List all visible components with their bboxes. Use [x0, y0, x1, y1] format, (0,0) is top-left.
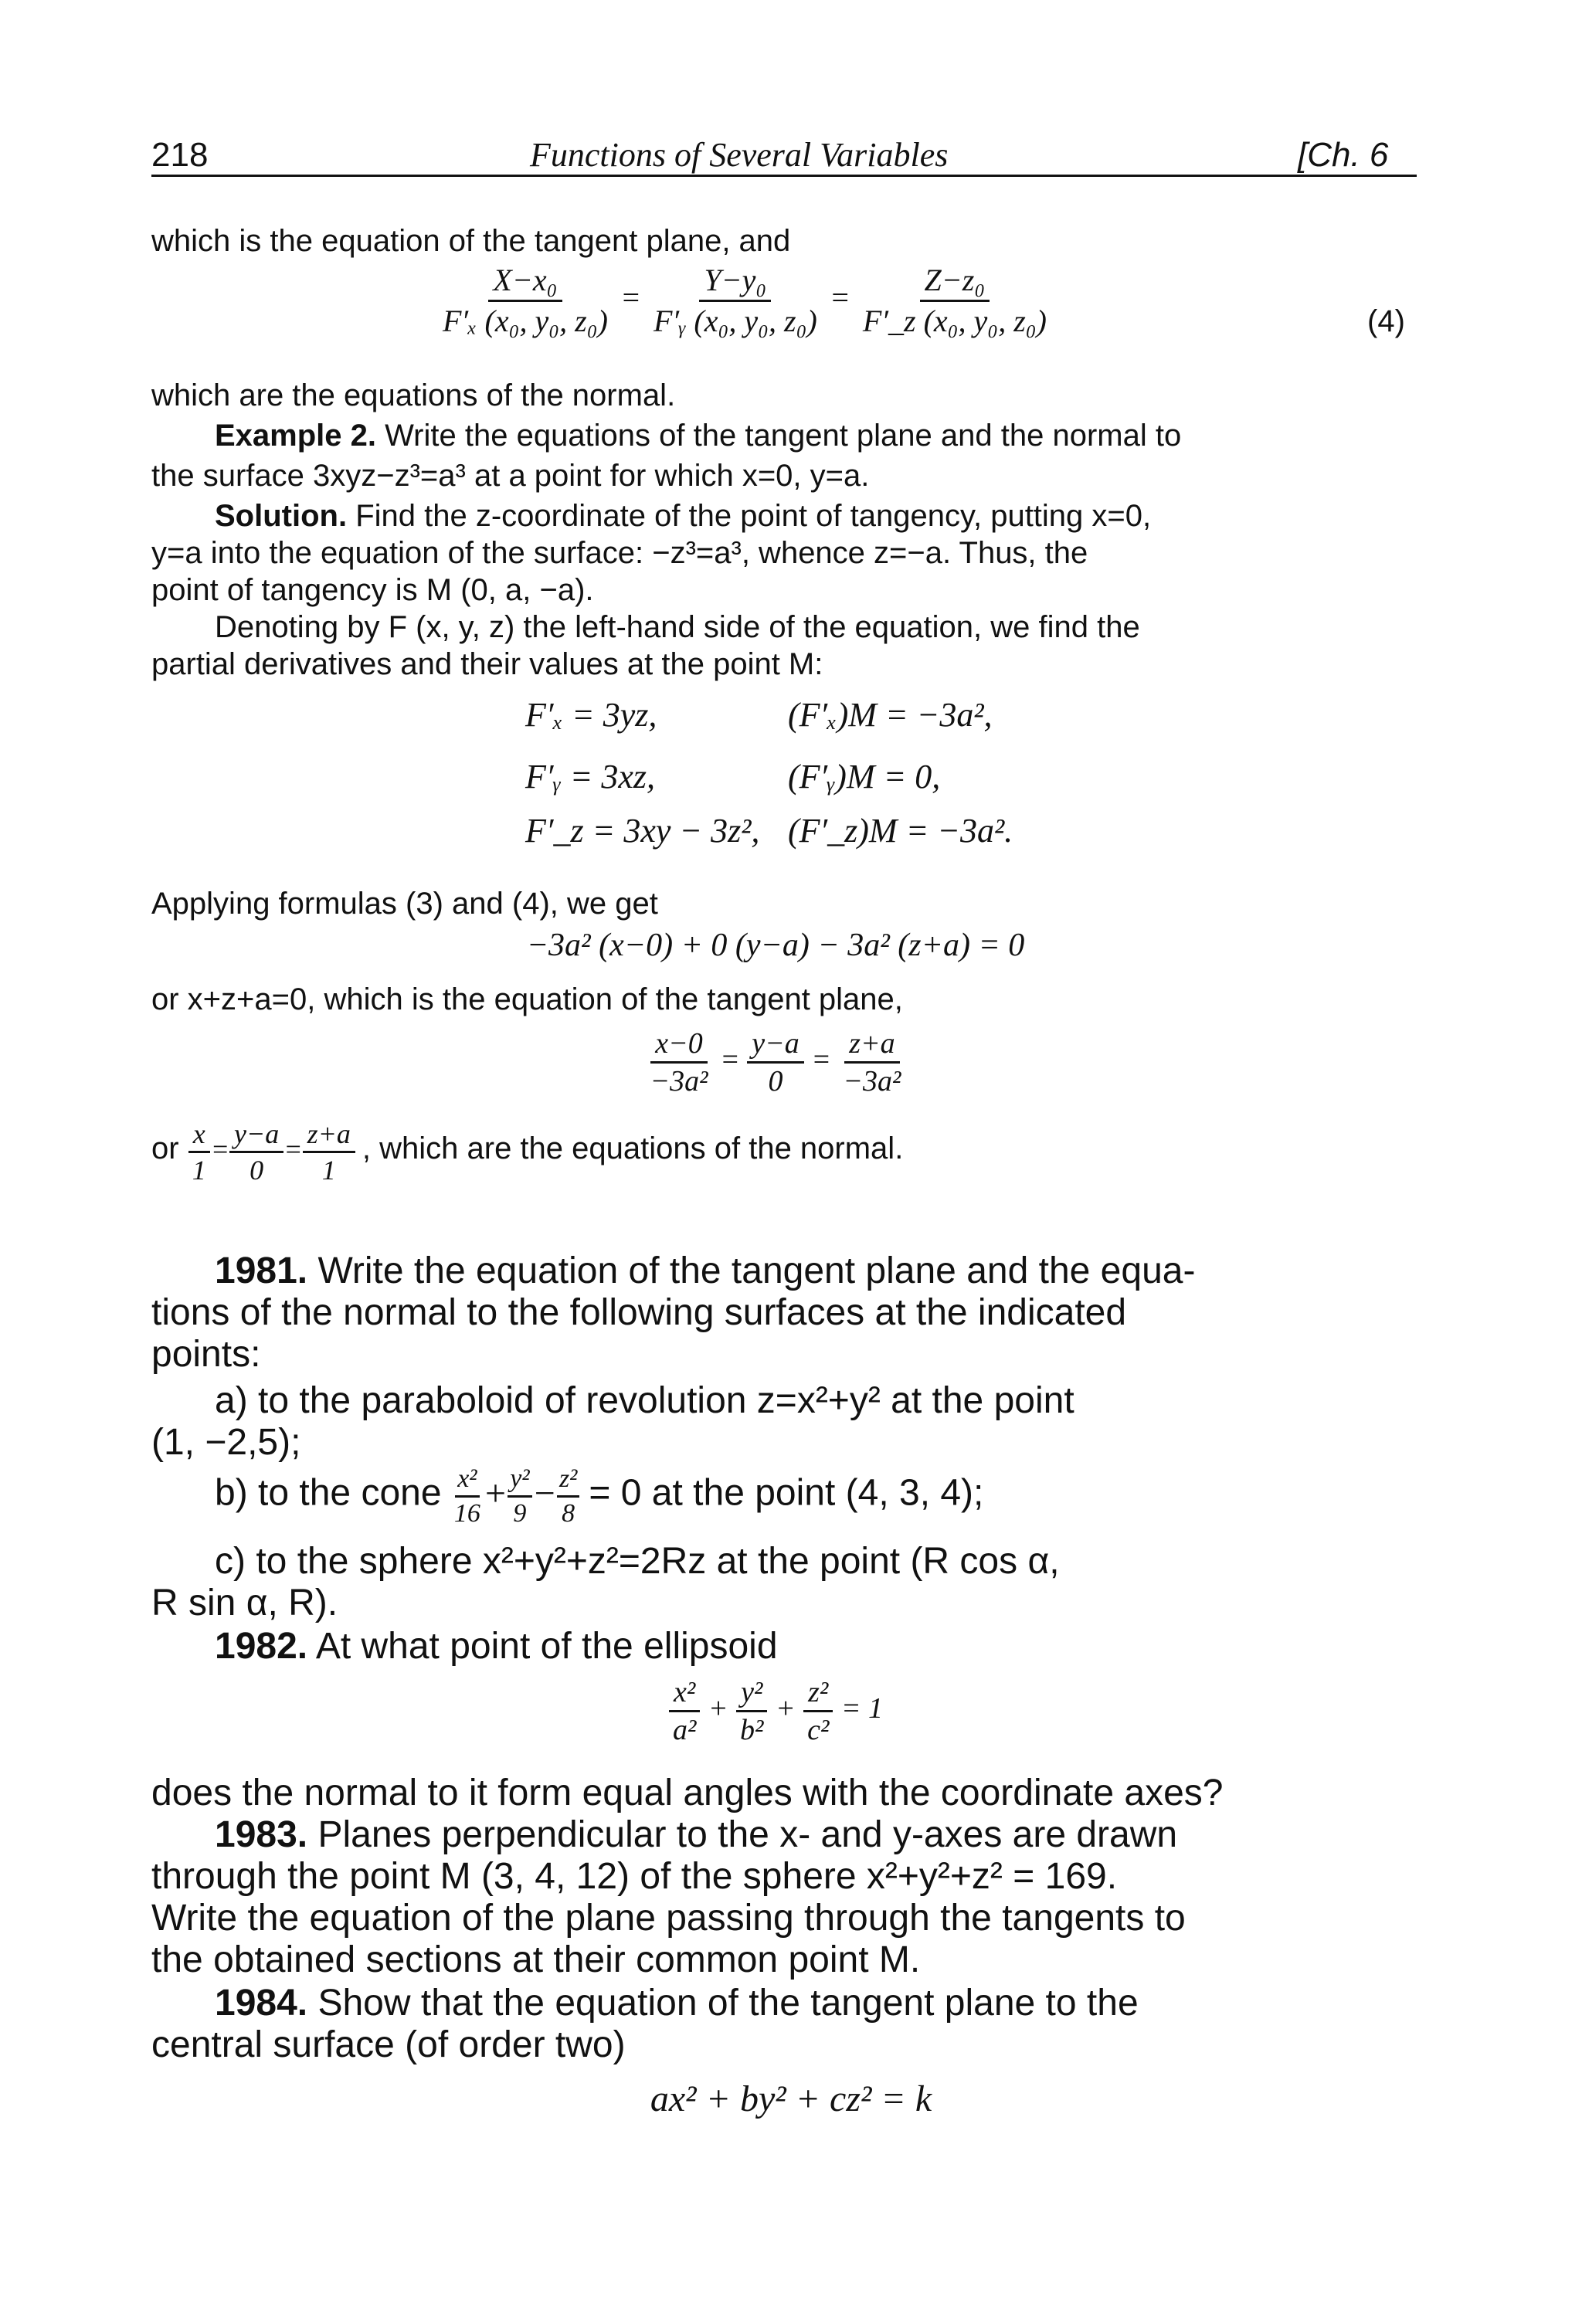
header-rule	[151, 175, 1417, 177]
running-title: Functions of Several Variables	[530, 136, 949, 174]
intro-line-2: which are the equations of the normal.	[151, 378, 676, 412]
solution-line-5: partial derivatives and their values at the point M:	[151, 647, 823, 681]
problem-1981-line-1: 1981. Write the equation of the tangent plane and the equa-	[215, 1250, 1196, 1291]
problem-1982-line-2: does the normal to it form equal angles with the coordinate axes?	[151, 1773, 1224, 1813]
equation-4-label: (4)	[1367, 304, 1405, 338]
equation-4: $\frac{\text{X−x₀}}{\text{F′ₓ (x₀, y₀, z₀)}}$ = $\frac{\text{Y−y₀}}{\text{F′ᵧ (x₀, y₀, z₀)}}$ = $\frac{\text{Z−z₀}}{\text{F′\_z (x₀, y₀, z₀)}}$	[0, 263, 1536, 339]
applying-or-1: or x+z+a=0, which is the equation of the tangent plane,	[151, 982, 903, 1016]
problem-1983-line-1: 1983. Planes perpendicular to the x- and y-axes are drawn	[215, 1814, 1178, 1855]
problem-1981-a-line-2: (1, −2,5);	[151, 1422, 301, 1463]
problem-1984-line-2: central surface (of order two)	[151, 2024, 626, 2065]
normal-equation-1: $\frac{x-0}{\text{−3a²}}$ = $\frac{y-a}{0}$ = $\frac{z+a}{\text{−3a²}}$	[650, 1027, 901, 1098]
solution-line-1: Solution. Find the z-coordinate of the point of tangency, putting x=0,	[215, 499, 1152, 533]
problem-1982-number: 1982.	[215, 1626, 308, 1667]
problem-1981-line-3: points:	[151, 1334, 261, 1375]
normal-equation-2: or $\frac{x}{1}$ = $\frac{y-a}{0}$ = $\frac{z+a}{1}$ , which are the equations of the normal.	[151, 1118, 904, 1186]
problem-1981-b: b) to the cone $\frac{\text{x²}}{16}$ + $\frac{\text{y²}}{9}$ − $\frac{\text{z²}}{8}$ = 0 at the point (4, 3, 4);	[215, 1464, 984, 1528]
ellipsoid-equation: $\frac{\text{x²}}{\text{a²}}$ + $\frac{\text{y²}}{\text{b²}}$ + $\frac{\text{z²}}{\text{c²}}$ = 1	[0, 1676, 1567, 1746]
solution-line-2: y=a into the equation of the surface: −z³=a³, whence z=−a. Thus, the	[151, 536, 1088, 570]
problem-1981-number: 1981.	[215, 1250, 308, 1291]
page-number: 218	[151, 136, 209, 174]
problem-1983-line-3: Write the equation of the plane passing through the tangents to	[151, 1898, 1186, 1939]
central-surface-equation: ax² + by² + cz² = k	[650, 2078, 932, 2119]
chapter-label: [Ch. 6	[1298, 136, 1389, 174]
problem-1981-a-line-1: a) to the paraboloid of revolution z=x²+y² at the point	[215, 1380, 1074, 1421]
problem-1984-number: 1984.	[215, 1983, 308, 2024]
eq4-frac-3: $\frac{\text{Z−z₀}}{\text{F′\_z (x₀, y₀, z₀)}}$	[862, 263, 1047, 338]
example-2-line-1: Example 2. Write the equations of the tangent plane and the normal to	[215, 419, 1182, 453]
problem-1983-line-4: the obtained sections at their common point M.	[151, 1939, 921, 1980]
intro-line-1: which is the equation of the tangent plane, and	[151, 224, 791, 258]
problem-1984-line-1: 1984. Show that the equation of the tangent plane to the	[215, 1983, 1139, 2024]
derivative-row: F′ᵧ = 3xz, (F′ᵧ)M = 0,	[525, 758, 941, 796]
solution-line-3: point of tangency is M (0, a, −a).	[151, 573, 594, 607]
problem-1981-line-2: tions of the normal to the following surfaces at the indicated	[151, 1292, 1127, 1333]
derivative-row: F′ₓ = 3yz, (F′ₓ)M = −3a²,	[525, 696, 993, 734]
problem-1983-line-2: through the point M (3, 4, 12) of the sphere x²+y²+z² = 169.	[151, 1856, 1118, 1897]
example-2-label: Example 2.	[215, 419, 377, 453]
problem-1982-line-1: 1982. At what point of the ellipsoid	[215, 1626, 778, 1667]
applying-text: Applying formulas (3) and (4), we get	[151, 887, 658, 921]
eq4-frac-2: $\frac{\text{Y−y₀}}{\text{F′ᵧ (x₀, y₀, z₀)}}$	[653, 263, 817, 338]
derivative-row: F′_z = 3xy − 3z², (F′_z)M = −3a².	[525, 812, 1013, 850]
problem-1981-c-line-1: c) to the sphere x²+y²+z²=2Rz at the point (R cos α,	[215, 1541, 1060, 1582]
applying-equation: −3a² (x−0) + 0 (y−a) − 3a² (z+a) = 0	[526, 928, 1025, 963]
eq4-frac-1: $\frac{\text{X−x₀}}{\text{F′ₓ (x₀, y₀, z₀)}}$	[442, 263, 608, 338]
problem-1981-c-line-2: R sin α, R).	[151, 1583, 338, 1623]
problem-1983-number: 1983.	[215, 1814, 308, 1855]
example-2-line-2: the surface 3xyz−z³=a³ at a point for which x=0, y=a.	[151, 459, 870, 493]
solution-line-4: Denoting by F (x, y, z) the left-hand side of the equation, we find the	[215, 610, 1140, 644]
solution-label: Solution.	[215, 499, 348, 533]
